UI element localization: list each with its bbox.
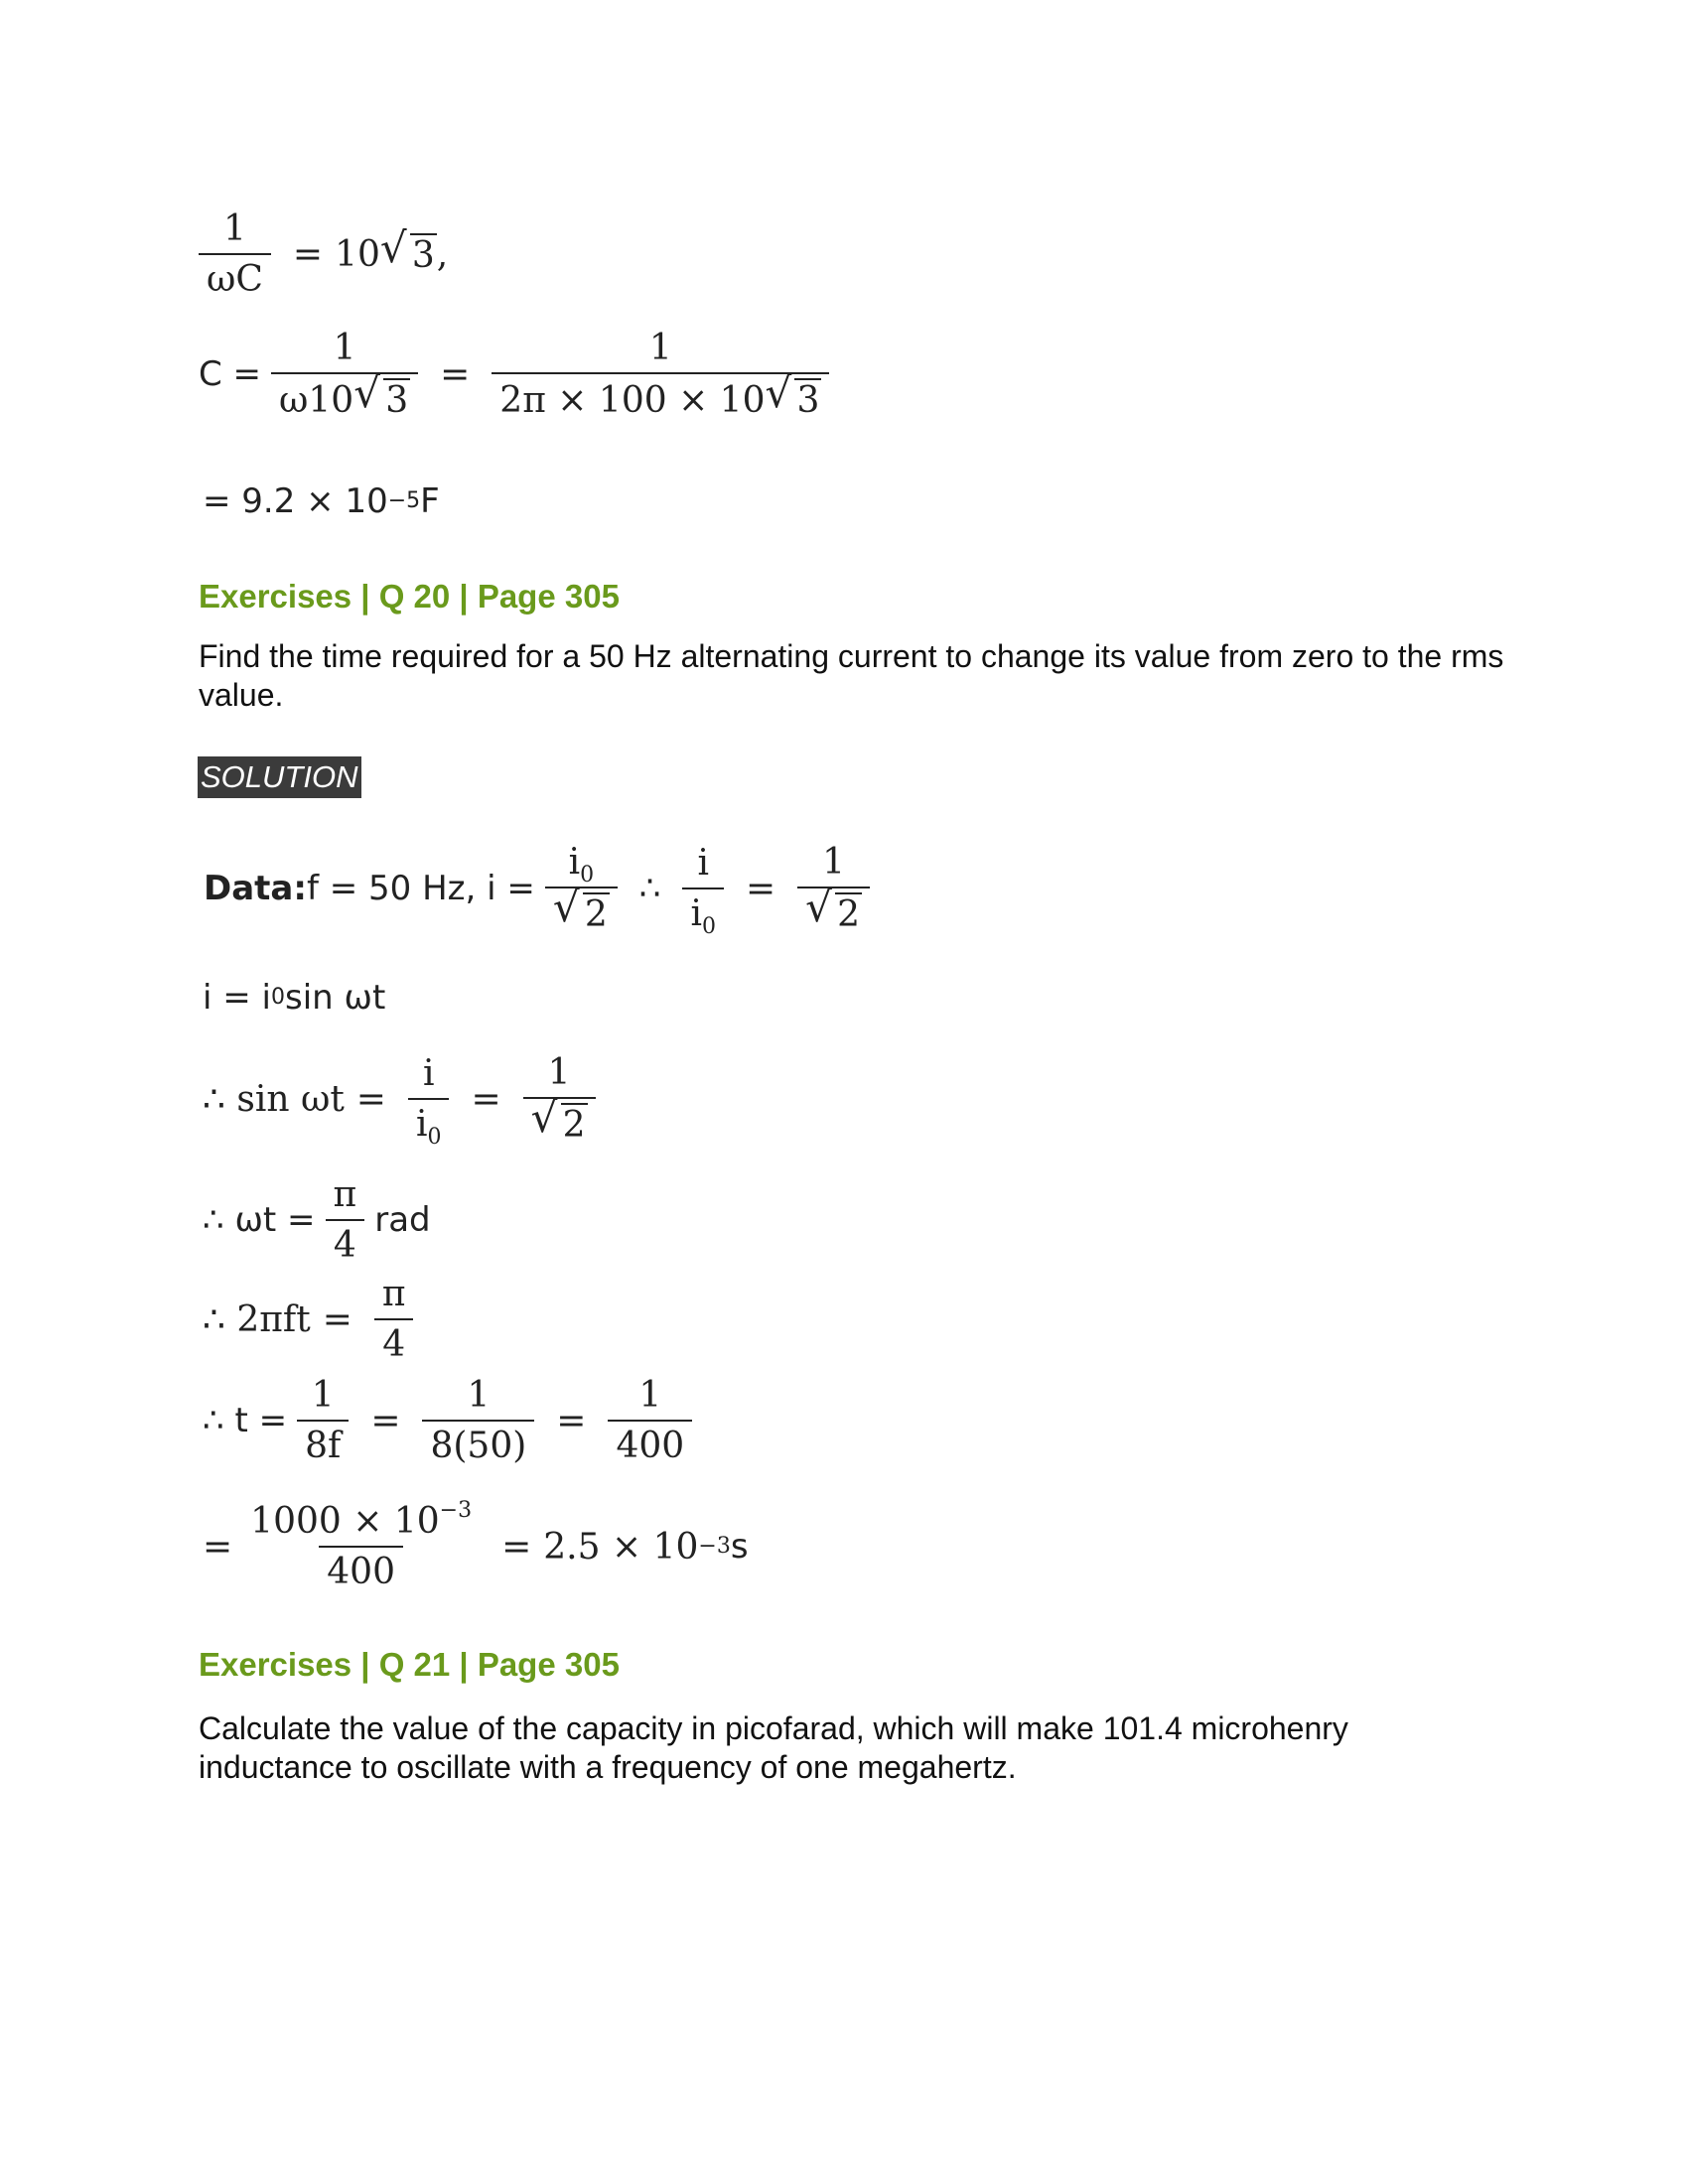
fraction: 1 √ 2 bbox=[523, 1052, 596, 1146]
fraction: $\frac{1}{8f}$ bbox=[297, 1375, 349, 1466]
fraction: $\frac{i}{i_0}$ bbox=[408, 1053, 450, 1145]
eq-capacitance-result: = 9.2 × 10 −5 F bbox=[203, 481, 440, 521]
eq-current: i = i 0 sin ωt bbox=[203, 978, 386, 1018]
eq-time-result: = $\frac{1000 \times 10^{-3}}{400}$ = 2.5 × 10 −3 s bbox=[203, 1498, 749, 1592]
eq-2pift: ∴ 2πft = $\frac{\pi}{4}$ bbox=[203, 1274, 424, 1365]
sqrt: √ 3 bbox=[380, 233, 437, 276]
eq-capacitance: C = $\frac{1}{\omega 10√ 3}$ = $\frac{1}{2\pi \times 100 \times 10√ 3}$ bbox=[199, 328, 839, 421]
fraction: $\frac{1}{8(50)}$ bbox=[422, 1375, 534, 1466]
fraction: $\frac{1}{\omega C}$ bbox=[199, 208, 271, 300]
fraction: $\frac{i}{i_0}$ bbox=[682, 843, 724, 934]
fraction: $\frac{\pi}{4}$ bbox=[326, 1174, 365, 1266]
fraction: $\frac{\pi}{4}$ bbox=[374, 1274, 414, 1365]
fraction: $\frac{1}{2\pi \times 100 \times 10√ 3}$ bbox=[492, 328, 829, 421]
fraction: 1 √ 2 bbox=[797, 842, 870, 935]
solution-label: SOLUTION bbox=[198, 756, 361, 798]
exercise-heading-q21: Exercises | Q 21 | Page 305 bbox=[199, 1646, 620, 1683]
fraction: $i_0$ √ 2 bbox=[545, 842, 618, 935]
eq-reactance: $\frac{1}{\omega C}$ = 10 √ 3 , bbox=[199, 208, 448, 300]
question-text-q20: Find the time required for a 50 Hz alternating current to change its value from zero to the rms value. bbox=[199, 638, 1504, 713]
eq-sin: ∴ sin ωt = $\frac{i}{i_0}$ = 1 √ 2 bbox=[203, 1052, 606, 1146]
eq-omega-t: ∴ ωt = $\frac{\pi}{4}$ rad bbox=[203, 1174, 431, 1266]
eq-data: Data: f = 50 Hz, i = $i_0$ √ 2 ∴ $\frac{i}{i_0}$ = 1 √ 2 bbox=[204, 842, 880, 935]
eq-time: ∴ t = $\frac{1}{8f}$ = $\frac{1}{8(50)}$ = $\frac{1}{400}$ bbox=[203, 1375, 702, 1466]
question-text-q21: Calculate the value of the capacity in picofarad, which will make 101.4 microhenry inductance to oscillate with a frequency of one megahertz. bbox=[199, 1710, 1348, 1785]
exercise-heading-q20: Exercises | Q 20 | Page 305 bbox=[199, 578, 620, 614]
fraction: $\frac{1000 \times 10^{-3}}{400}$ bbox=[250, 1498, 473, 1592]
fraction: $\frac{1}{400}$ bbox=[608, 1375, 692, 1466]
fraction: $\frac{1}{\omega 10√ 3}$ bbox=[271, 328, 418, 421]
